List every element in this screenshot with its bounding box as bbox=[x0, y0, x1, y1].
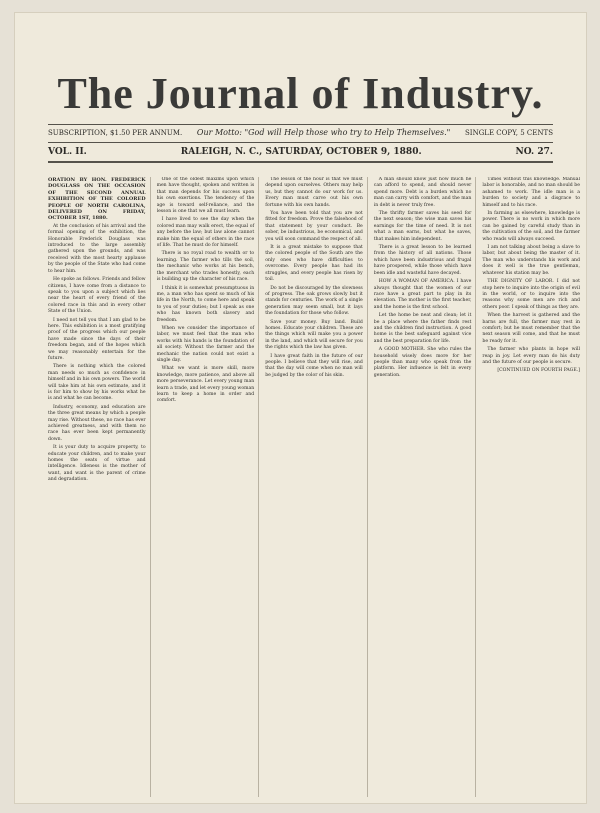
paragraph: Do not be discouraged by the slowness of progress. The oak grows slowly but it stands for centuries. The work of a single generation may seem small, but it lays the foundation for those who follow. bbox=[265, 285, 363, 317]
subscription-price: SUBSCRIPTION, $1.50 PER ANNUM. bbox=[48, 129, 183, 137]
paragraph: There is nothing which the colored man needs so much as confidence in himself and in his own powers. The world will take him at his own estimate, and it is for him to show by his works what he is and what he can become. bbox=[48, 364, 146, 402]
divider bbox=[48, 142, 553, 143]
article-columns bbox=[48, 177, 584, 797]
issue-number: NO. 27. bbox=[515, 147, 553, 157]
place-and-date: RALEIGH, N. C., SATURDAY, OCTOBER 9, 1880. bbox=[180, 147, 422, 157]
paragraph: The thrifty farmer saves his seed for the next season; the wise man saves his earnings for the time of need. It is not what a man earns, but what he saves, that makes him independent. bbox=[373, 211, 472, 242]
paragraph: Let the home be neat and clean; let it be a place where the father finds rest and the children find instruction. A good home is the best safeguard against vice and the best preparation for life. bbox=[373, 313, 472, 344]
paragraph: In farming as elsewhere, knowledge is power. There is no work in which more can be gained by careful study than in the cultivation of the soil, and the farmer who reads will always succeed. bbox=[482, 211, 580, 242]
column-3 bbox=[265, 177, 368, 797]
newspaper-page bbox=[14, 12, 587, 804]
paragraph: I think it is somewhat presumptuous in me, a man who has spent so much of his life in the North, to come here and speak to you of your duties; but I speak as one who has known both slavery and freedom. bbox=[156, 285, 255, 323]
subline bbox=[48, 126, 553, 140]
continued-note: [CONTINUED ON FOURTH PAGE.] bbox=[497, 368, 580, 374]
paragraph: What we want is more skill, more knowledge, more patience, and above all more perseverance. Let every young man learn a trade, and let every young woman learn to keep a home in order and comfort. bbox=[156, 366, 255, 404]
paragraph: Save your money. Buy land. Build homes. Educate your children. These are the things which will make you a power in the land, and which will secure for you the rights which the law has given. bbox=[265, 319, 363, 351]
column-1 bbox=[48, 177, 151, 797]
dateline bbox=[48, 145, 553, 159]
paragraph: Industry, economy, and education are the three great means by which a people may rise. Without these, no race has ever achieved greatness, and with them no race has ever been kept permanently down. bbox=[48, 404, 146, 442]
single-copy-price: SINGLE COPY, 5 CENTS bbox=[465, 129, 553, 137]
paragraph: It is your duty to acquire property, to educate your children, and to make your homes the seats of virtue and intelligence. Idleness is the mother of want, and want is the parent of crime and degradation. bbox=[48, 445, 146, 483]
paragraph: One of the oldest maxims upon which men have thought, spoken and written is that man depends for his success upon his own exertions. The tendency of the age is toward self-reliance, and the lesson is one that we all must learn. bbox=[156, 177, 255, 215]
article-headline: ORATION BY HON. FREDERICK DOUGLASS ON THE OCCASION OF THE SECOND ANNUAL EXHIBITION OF THE COLORED PEOPLE OF NORTH CAROLINA, DELIVERED ON FRIDAY, OCTOBER 1ST, 1880. bbox=[48, 177, 146, 222]
paragraph: You have been told that you are not fitted for freedom. Prove the falsehood of that statement by your conduct. Be sober, be industrious, be economical, and you will soon command the respect of all. bbox=[265, 211, 363, 242]
paragraph: The lesson of the hour is that we must depend upon ourselves. Others may help us, but they cannot do our work for us. Every man must carve out his own fortune with his own hands. bbox=[265, 177, 363, 208]
paragraph: I have lived to see the day when the colored man may walk erect, the equal of any before the law; but law alone cannot make him the equal of others in the race of life. That he must do for himself. bbox=[156, 217, 255, 249]
divider bbox=[48, 161, 553, 163]
divider bbox=[48, 124, 553, 125]
paragraph: There is no royal road to wealth or to learning. The farmer who tills the soil, the mechanic who works at his bench, the merchant who trades honestly, each is building up the character of his race. bbox=[156, 251, 255, 283]
paragraph: There is a great lesson to be learned from the history of all nations. Those which have been industrious and frugal have prospered, while those which have been idle and wasteful have decayed. bbox=[373, 245, 472, 276]
column-4 bbox=[374, 177, 477, 797]
paragraph: Times without this knowledge. Manual labor is honorable, and no man should be ashamed to work. The idle man is a burden to society and a disgrace to himself and to his race. bbox=[482, 177, 580, 208]
paragraph: HOW A WOMAN OF AMERICA. I have always thought that the women of our race have a great part to play in its elevation. The mother is the first teacher, and the home is the first school. bbox=[373, 279, 472, 310]
paragraph: A GOOD MOTHER. She who rules the household wisely does more for her people than many who speak from the platform. Her influence is felt in every generation. bbox=[373, 347, 472, 378]
column-2 bbox=[157, 177, 260, 797]
paragraph: It is a great mistake to suppose that the colored people of the South are the only ones who have difficulties to overcome. Every people has had its struggles, and every people has risen by toil. bbox=[265, 245, 363, 283]
paragraph: At the conclusion of his arrival and the formal opening of the exhibition, the Honorable Frederick Douglass was introduced to the large assembly gathered upon the grounds, and was received with the most hearty applause by the people of the State who had come to hear him. bbox=[48, 223, 146, 274]
paragraph: I am not talking about being a slave to labor, but about being the master of it. The man who understands his work and does it well is the true gentleman, whatever his station may be. bbox=[482, 245, 580, 276]
paragraph: A man should know just how much he can afford to spend, and should never spend more. Debt is a burden which no man can carry with comfort, and the man in debt is never truly free. bbox=[373, 177, 472, 208]
paragraph: I have great faith in the future of our people. I believe that they will rise, and that the day will come when no man will be judged by the color of his skin. bbox=[265, 353, 363, 378]
paragraph: He spoke as follows. Friends and fellow citizens, I have come from a distance to speak to you upon a subject which lies near the heart of every friend of the colored race in this and in every other State of the Union. bbox=[48, 277, 146, 315]
paragraph: The farmer who plants in hope will reap in joy. Let every man do his duty and the future of our people is secure. bbox=[482, 347, 580, 365]
column-5 bbox=[482, 177, 584, 797]
paragraph: When the harvest is gathered and the barns are full, the farmer may rest in comfort; but he must remember that the next season will come, and that he must be ready for it. bbox=[482, 313, 580, 344]
volume-number: VOL. II. bbox=[48, 147, 87, 157]
paragraph: THE DIGNITY OF LABOR. I did not stop here to inquire into the origin of evil in the world, or to inquire into the reasons why some men are rich and others poor. I speak of things as they are. bbox=[482, 279, 580, 310]
paragraph: I need not tell you that I am glad to be here. This exhibition is a most gratifying proof of the progress which our people have made since the days of their freedom began, and of the hopes which we may reasonably entertain for the future. bbox=[48, 317, 146, 361]
motto: Our Motto: "God will Help those who try to Help Themselves." bbox=[196, 128, 451, 137]
masthead-title: The Journal of Industry. bbox=[57, 69, 544, 118]
paragraph: When we consider the importance of labor, we must feel that the man who works with his hands is the foundation of all society. Without the farmer and the mechanic the nation could not exist a single day. bbox=[156, 325, 255, 363]
